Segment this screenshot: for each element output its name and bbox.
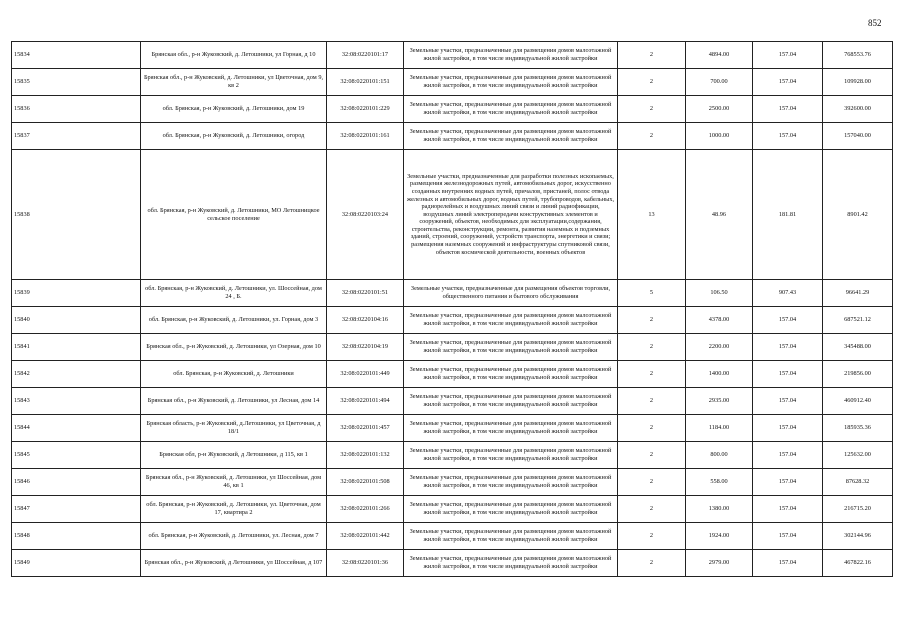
use-group: 2 <box>618 415 686 442</box>
cadastral-number: 32:08:0220101:161 <box>327 123 404 150</box>
area-value: 2200.00 <box>686 334 753 361</box>
address-cell: Брянская область, р-н Жуковский, д.Летошники, ул Цветочная, д 18/1 <box>141 415 327 442</box>
cadastral-number: 32:08:0220101:266 <box>327 496 404 523</box>
cadastral-value: 96641.29 <box>823 280 893 307</box>
land-use-type: Земельные участки, предназначенные для размещения домов малоэтажной жилой застройки, в том числе индивидуальной жилой застройки <box>404 96 618 123</box>
land-use-type: Земельные участки, предназначенные для размещения объектов торговли, общественного питания и бытового обслуживания <box>404 280 618 307</box>
table-row <box>12 523 893 550</box>
cadastral-value: 302144.96 <box>823 523 893 550</box>
table-row <box>12 388 893 415</box>
table-row <box>12 496 893 523</box>
address-cell: Брянская обл., р-н Жуковский, д. Летошники, ул Лесная, дом 14 <box>141 388 327 415</box>
record-number: 15842 <box>12 361 141 388</box>
area-value: 2935.00 <box>686 388 753 415</box>
specific-value: 907.43 <box>753 280 823 307</box>
specific-value: 157.04 <box>753 123 823 150</box>
table-row <box>12 280 893 307</box>
address-cell: обл. Брянская, р-н Жуковский, д. Летошники <box>141 361 327 388</box>
specific-value: 157.04 <box>753 388 823 415</box>
specific-value: 157.04 <box>753 96 823 123</box>
cadastral-number: 32:08:0220104:16 <box>327 307 404 334</box>
cadastral-value: 87628.32 <box>823 469 893 496</box>
cadastral-number: 32:08:0220101:494 <box>327 388 404 415</box>
area-value: 4894.00 <box>686 42 753 69</box>
cadastral-value: 687521.12 <box>823 307 893 334</box>
specific-value: 157.04 <box>753 334 823 361</box>
cadastral-number: 32:08:0220101:229 <box>327 96 404 123</box>
record-number: 15846 <box>12 469 141 496</box>
cadastral-value: 185935.36 <box>823 415 893 442</box>
record-number: 15839 <box>12 280 141 307</box>
cadastral-number: 32:08:0220101:17 <box>327 42 404 69</box>
table-row <box>12 334 893 361</box>
address-cell: Брянская обл., р-н Жуковский, д. Летошники, ул Шоссейная, дом 46, кв 1 <box>141 469 327 496</box>
table-row <box>12 150 893 280</box>
table-row <box>12 442 893 469</box>
record-number: 15838 <box>12 150 141 280</box>
land-registry-table <box>11 41 893 577</box>
cadastral-value: 125632.00 <box>823 442 893 469</box>
specific-value: 157.04 <box>753 550 823 577</box>
cadastral-number: 32:08:0220101:51 <box>327 280 404 307</box>
specific-value: 157.04 <box>753 361 823 388</box>
record-number: 15848 <box>12 523 141 550</box>
address-cell: Брянская обл., р-н Жуковский, д. Летошники, ул Горная, д 10 <box>141 42 327 69</box>
record-number: 15844 <box>12 415 141 442</box>
use-group: 2 <box>618 307 686 334</box>
specific-value: 157.04 <box>753 69 823 96</box>
cadastral-number: 32:08:0220104:19 <box>327 334 404 361</box>
address-cell: Брянская обл., р-н Жуковский, д. Летошники, ул Цветочная, дом 9, кв 2 <box>141 69 327 96</box>
address-cell: обл. Брянская, р-н Жуковский, д. Летошники, ул. Горная, дом 3 <box>141 307 327 334</box>
specific-value: 157.04 <box>753 523 823 550</box>
specific-value: 157.04 <box>753 42 823 69</box>
land-use-type: Земельные участки, предназначенные для размещения домов малоэтажной жилой застройки, в том числе индивидуальной жилой застройки <box>404 550 618 577</box>
table-row <box>12 469 893 496</box>
land-use-type: Земельные участки, предназначенные для размещения домов малоэтажной жилой застройки, в том числе индивидуальной жилой застройки <box>404 469 618 496</box>
address-cell: обл. Брянская, р-н Жуковский, д. Летошники, ул. Цветочная, дом 17, квартира 2 <box>141 496 327 523</box>
area-value: 48.96 <box>686 150 753 280</box>
use-group: 13 <box>618 150 686 280</box>
record-number: 15834 <box>12 42 141 69</box>
area-value: 1924.00 <box>686 523 753 550</box>
table-row <box>12 361 893 388</box>
use-group: 2 <box>618 96 686 123</box>
use-group: 2 <box>618 388 686 415</box>
cadastral-value: 392600.00 <box>823 96 893 123</box>
address-cell: Брянская обл., р-н Жуковский, д. Летошники, ул Озерная, дом 10 <box>141 334 327 361</box>
use-group: 2 <box>618 496 686 523</box>
land-use-type: Земельные участки, предназначенные для размещения домов малоэтажной жилой застройки, в том числе индивидуальной жилой застройки <box>404 42 618 69</box>
area-value: 558.00 <box>686 469 753 496</box>
specific-value: 157.04 <box>753 442 823 469</box>
use-group: 2 <box>618 550 686 577</box>
cadastral-value: 109928.00 <box>823 69 893 96</box>
page-number: 852 <box>868 18 882 28</box>
use-group: 5 <box>618 280 686 307</box>
record-number: 15836 <box>12 96 141 123</box>
cadastral-value: 157040.00 <box>823 123 893 150</box>
record-number: 15840 <box>12 307 141 334</box>
land-use-type: Земельные участки, предназначенные для размещения домов малоэтажной жилой застройки, в том числе индивидуальной жилой застройки <box>404 361 618 388</box>
specific-value: 157.04 <box>753 469 823 496</box>
cadastral-number: 32:08:0220101:36 <box>327 550 404 577</box>
table-row <box>12 307 893 334</box>
area-value: 2979.00 <box>686 550 753 577</box>
cadastral-value: 216715.20 <box>823 496 893 523</box>
cadastral-number: 32:08:0220101:457 <box>327 415 404 442</box>
record-number: 15849 <box>12 550 141 577</box>
address-cell: обл. Брянская, р-н Жуковский, д. Летошники, огород <box>141 123 327 150</box>
specific-value: 181.81 <box>753 150 823 280</box>
use-group: 2 <box>618 334 686 361</box>
land-use-type: Земельные участки, предназначенные для размещения домов малоэтажной жилой застройки, в том числе индивидуальной жилой застройки <box>404 123 618 150</box>
cadastral-number: 32:08:0220101:442 <box>327 523 404 550</box>
use-group: 2 <box>618 442 686 469</box>
land-use-type: Земельные участки, предназначенные для размещения домов малоэтажной жилой застройки, в том числе индивидуальной жилой застройки <box>404 415 618 442</box>
cadastral-number: 32:08:0220101:449 <box>327 361 404 388</box>
address-cell: обл. Брянская, р-н Жуковский, д. Летошники, ул. Лесная, дом 7 <box>141 523 327 550</box>
table-row <box>12 69 893 96</box>
address-cell: обл. Брянская, р-н Жуковский, д. Летошники, ул. Шоссейная, дом 24 , Б. <box>141 280 327 307</box>
record-number: 15841 <box>12 334 141 361</box>
land-use-type: Земельные участки, предназначенные для размещения домов малоэтажной жилой застройки, в том числе индивидуальной жилой застройки <box>404 388 618 415</box>
registry-body <box>12 42 893 577</box>
area-value: 1380.00 <box>686 496 753 523</box>
cadastral-value: 8901.42 <box>823 150 893 280</box>
address-cell: Брянская обл., р-н Жуковский, д Летошники, ул Шоссейная, д 107 <box>141 550 327 577</box>
area-value: 1000.00 <box>686 123 753 150</box>
use-group: 2 <box>618 469 686 496</box>
record-number: 15843 <box>12 388 141 415</box>
address-cell: обл. Брянская, р-н Жуковский, д. Летошники, дом 19 <box>141 96 327 123</box>
area-value: 4378.00 <box>686 307 753 334</box>
use-group: 2 <box>618 361 686 388</box>
cadastral-number: 32:08:0220101:132 <box>327 442 404 469</box>
land-use-type: Земельные участки, предназначенные для размещения домов малоэтажной жилой застройки, в том числе индивидуальной жилой застройки <box>404 523 618 550</box>
area-value: 800.00 <box>686 442 753 469</box>
record-number: 15845 <box>12 442 141 469</box>
record-number: 15847 <box>12 496 141 523</box>
land-use-type: Земельные участки, предназначенные для размещения домов малоэтажной жилой застройки, в том числе индивидуальной жилой застройки <box>404 496 618 523</box>
area-value: 1184.00 <box>686 415 753 442</box>
table-row <box>12 123 893 150</box>
cadastral-value: 460912.40 <box>823 388 893 415</box>
address-cell: Брянская обл, р-н Жуковский, д Летошники, д 115, кв 1 <box>141 442 327 469</box>
specific-value: 157.04 <box>753 307 823 334</box>
land-use-type: Земельные участки, предназначенные для размещения домов малоэтажной жилой застройки, в том числе индивидуальной жилой застройки <box>404 442 618 469</box>
specific-value: 157.04 <box>753 415 823 442</box>
land-use-type: Земельные участки, предназначенные для размещения домов малоэтажной жилой застройки, в том числе индивидуальной жилой застройки <box>404 334 618 361</box>
record-number: 15835 <box>12 69 141 96</box>
use-group: 2 <box>618 42 686 69</box>
cadastral-value: 467822.16 <box>823 550 893 577</box>
table-row <box>12 415 893 442</box>
cadastral-value: 345488.00 <box>823 334 893 361</box>
area-value: 700.00 <box>686 69 753 96</box>
table-row <box>12 42 893 69</box>
cadastral-number: 32:08:0220101:151 <box>327 69 404 96</box>
land-use-type: Земельные участки, предназначенные для размещения домов малоэтажной жилой застройки, в том числе индивидуальной жилой застройки <box>404 69 618 96</box>
use-group: 2 <box>618 523 686 550</box>
specific-value: 157.04 <box>753 496 823 523</box>
land-use-type: Земельные участки, предназначенные для размещения домов малоэтажной жилой застройки, в том числе индивидуальной жилой застройки <box>404 307 618 334</box>
area-value: 2500.00 <box>686 96 753 123</box>
table-row <box>12 96 893 123</box>
cadastral-number: 32:08:0220101:508 <box>327 469 404 496</box>
area-value: 106.50 <box>686 280 753 307</box>
cadastral-number: 32:08:0220103:24 <box>327 150 404 280</box>
record-number: 15837 <box>12 123 141 150</box>
area-value: 1400.00 <box>686 361 753 388</box>
address-cell: обл. Брянская, р-н Жуковский, д. Летошники, МО Летошницкое сельское поселение <box>141 150 327 280</box>
cadastral-value: 768553.76 <box>823 42 893 69</box>
land-use-type: Земельные участки, предназначенные для разработки полезных ископаемых, размещения железнодорожных путей, автомобильных дорог, искусственно созданных внутренних водных путей, причалов, пристаней, полос отвода железных и автомобильных дорог, водных путей, трубопроводов, кабельных, радиорелейных и воздушных линий связи и линий радиофикации, воздушных линий электропередачи конструктивных элементов и сооружений, объектов, необходимых для эксплуатации,содержания, строительства, реконструкции, ремонта, развития наземных и подземных зданий, строений, сооружений, устройств транспорта, энергетики и связи; размещения наземных сооружений и инфраструктуры спутниковой связи, объектов космической деятельности, военных объектов <box>404 150 618 280</box>
use-group: 2 <box>618 123 686 150</box>
use-group: 2 <box>618 69 686 96</box>
cadastral-value: 219856.00 <box>823 361 893 388</box>
table-row <box>12 550 893 577</box>
